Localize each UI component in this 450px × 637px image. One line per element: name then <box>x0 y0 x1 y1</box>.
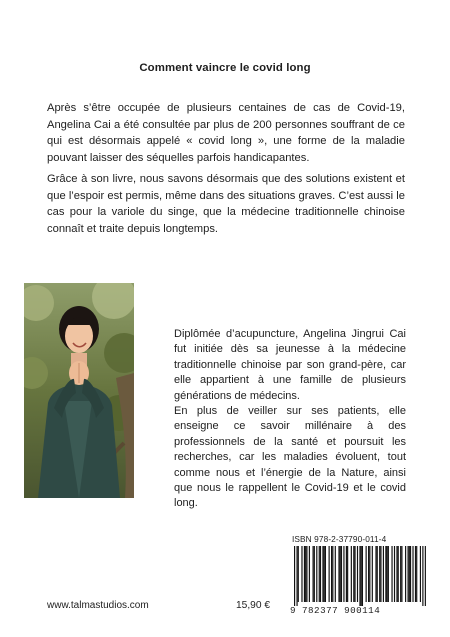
back-cover-title: Comment vaincre le covid long <box>139 62 311 74</box>
barcode-bar <box>343 546 344 602</box>
summary-paragraph-1: Après s’être occupée de plusieurs centaines de cas de Covid-19, Angelina Cai a été consultée par plus de 200 personnes souffrant de ce qui est désormais appelé « covid long », une forme de la maladie pouvant laisser des séquelles parfois handicapantes. <box>47 102 405 164</box>
barcode-bar <box>294 546 295 606</box>
barcode-graphic <box>294 546 426 606</box>
author-biography <box>174 327 406 512</box>
barcode-bar <box>335 546 336 602</box>
bio-paragraph-1: Diplômée d’acupuncture, Angelina Jingrui Cai fut initiée dès sa jeunesse à la médecine traditionnelle chinoise par son grand-père, car elle appartient à une famille de plusieurs générations de médecins. <box>174 328 406 402</box>
barcode-bar <box>410 546 411 602</box>
barcode-bar <box>359 546 360 606</box>
barcode-bar <box>351 546 352 602</box>
barcode-bar <box>340 546 341 602</box>
barcode-bar <box>368 546 369 602</box>
barcode-bar <box>354 546 355 602</box>
barcode-bar <box>316 546 317 602</box>
barcode-bar <box>383 546 384 602</box>
barcode-bar <box>377 546 378 602</box>
barcode-bar <box>361 546 362 606</box>
barcode-bar <box>353 546 354 602</box>
barcode-bar <box>332 546 333 602</box>
barcode-bar <box>304 546 305 602</box>
barcode-bar <box>338 546 339 602</box>
barcode-bar <box>324 546 325 602</box>
barcode-bar <box>394 546 395 602</box>
price: 15,90 € <box>236 600 270 611</box>
barcode-bar <box>380 546 381 602</box>
barcode-bar <box>372 546 373 602</box>
barcode-bar <box>408 546 409 602</box>
barcode-bar <box>412 546 413 602</box>
barcode-bar <box>400 546 401 602</box>
bio-paragraph-2: En plus de veiller sur ses patients, elle enseigne ce savoir millénaire à des professionnels de la santé et poursuit les recherches, car les maladies évoluent, tout comme nous et l’énergie de la Nature, ainsi que nous le rappellent le Covid-19 et le covid long. <box>174 405 406 510</box>
barcode-bar <box>396 546 397 602</box>
publisher-website: www.talmastudios.com <box>47 600 149 611</box>
barcode-bar <box>341 546 342 602</box>
barcode-bar <box>325 546 326 602</box>
barcode-bar <box>319 546 320 602</box>
barcode-bar <box>416 546 417 602</box>
barcode-bar <box>405 546 406 602</box>
isbn-label: ISBN 978-2-37790-011-4 <box>292 534 387 544</box>
barcode-bar <box>357 546 358 602</box>
barcode-bar <box>322 546 323 602</box>
barcode-bar <box>398 546 399 602</box>
barcode-bar <box>305 546 306 602</box>
barcode-bar <box>346 546 347 602</box>
barcode-bar <box>329 546 330 602</box>
barcode-bar <box>301 546 302 602</box>
barcode-bar <box>391 546 392 602</box>
barcode-bar <box>375 546 376 602</box>
barcode-bar <box>420 546 421 602</box>
barcode-bar <box>298 546 299 602</box>
barcode-bar <box>425 546 426 606</box>
barcode-bar <box>347 546 348 602</box>
barcode-bar <box>320 546 321 602</box>
summary-paragraph-2: Grâce à son livre, nous savons désormais que des solutions existent et que l’espoir est permis, même dans des situations graves. C’est aussi le cas pour la variole du singe, que la médecine traditionnelle chinoise connaît et traite depuis longtemps. <box>47 173 405 235</box>
barcode-bar <box>369 546 370 602</box>
author-photo <box>24 283 134 498</box>
barcode-bar <box>422 546 423 606</box>
barcode-bar <box>362 546 363 606</box>
barcode-bar <box>415 546 416 602</box>
barcode-bar <box>387 546 388 602</box>
barcode-bar <box>385 546 386 602</box>
barcode-bar <box>314 546 315 602</box>
barcode-bar <box>388 546 389 602</box>
barcode-bar <box>313 546 314 602</box>
barcode-bar <box>296 546 297 606</box>
barcode-bar <box>379 546 380 602</box>
barcode-bar <box>409 546 410 602</box>
barcode-bar <box>401 546 402 602</box>
barcode-bar <box>309 546 310 602</box>
barcode-bar <box>366 546 367 602</box>
barcode-bar <box>331 546 332 602</box>
barcode-digits: 9 782377 900114 <box>290 605 381 616</box>
barcode-bar <box>306 546 307 602</box>
